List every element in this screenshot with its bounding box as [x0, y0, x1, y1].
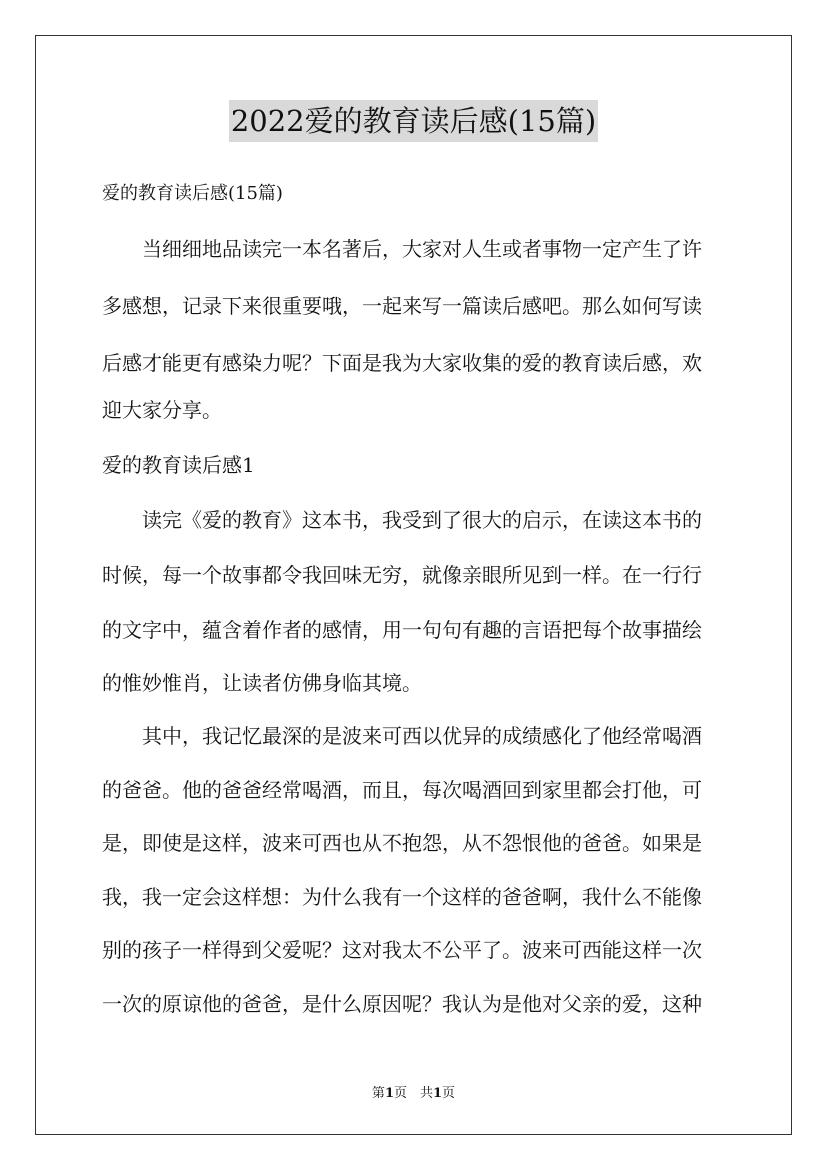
text-line: 多感想，记录下来很重要哦，一起来写一篇读后感吧。那么如何写读 — [102, 294, 702, 318]
document-title-wrapper — [0, 100, 827, 142]
text-line: 是，即使是这样，波来可西也从不抱怨，从不怨恨他的爸爸。如果是 — [102, 831, 702, 855]
text-line: 一次的原谅他的爸爸，是什么原因呢？我认为是他对父亲的爱，这种 — [102, 992, 702, 1016]
footer-mid: 页 共 — [393, 1086, 433, 1101]
footer-prefix: 第 — [371, 1086, 385, 1101]
document-title: 2022爱的教育读后感(15篇) — [229, 100, 598, 142]
text-line: 别的孩子一样得到父爱呢？这对我太不公平了。波来可西能这样一次 — [102, 938, 702, 962]
text-line: 时候，每一个故事都令我回味无穷，就像亲眼所见到一样。在一行行 — [102, 563, 702, 587]
text-line: 后感才能更有感染力呢？下面是我为大家收集的爱的教育读后感，欢 — [102, 351, 702, 375]
text-line: 的爸爸。他的爸爸经常喝酒，而且，每次喝酒回到家里都会打他，可 — [102, 778, 702, 802]
footer-total-pages: 1 — [433, 1086, 443, 1101]
text-line: 我，我一定会这样想：为什么我有一个这样的爸爸啊，我什么不能像 — [102, 885, 702, 909]
text-line: 的文字中，蕴含着作者的感情，用一句句有趣的言语把每个故事描绘 — [102, 618, 702, 642]
footer-page-number: 1 — [384, 1086, 394, 1101]
text-line: 的惟妙惟肖，让读者仿佛身临其境。 — [102, 671, 422, 695]
document-subtitle: 爱的教育读后感(15篇) — [102, 183, 283, 204]
text-line: 当细细地品读完一本名著后，大家对人生或者事物一定产生了许 — [102, 237, 702, 261]
text-line: 迎大家分享。 — [102, 398, 222, 422]
section-heading: 爱的教育读后感1 — [102, 453, 255, 477]
text-line: 读完《爱的教育》这本书，我受到了很大的启示，在读这本书的 — [102, 508, 702, 532]
text-line: 其中，我记忆最深的是波来可西以优异的成绩感化了他经常喝酒 — [102, 724, 702, 748]
page-footer — [0, 1085, 827, 1103]
footer-suffix: 页 — [442, 1086, 456, 1101]
